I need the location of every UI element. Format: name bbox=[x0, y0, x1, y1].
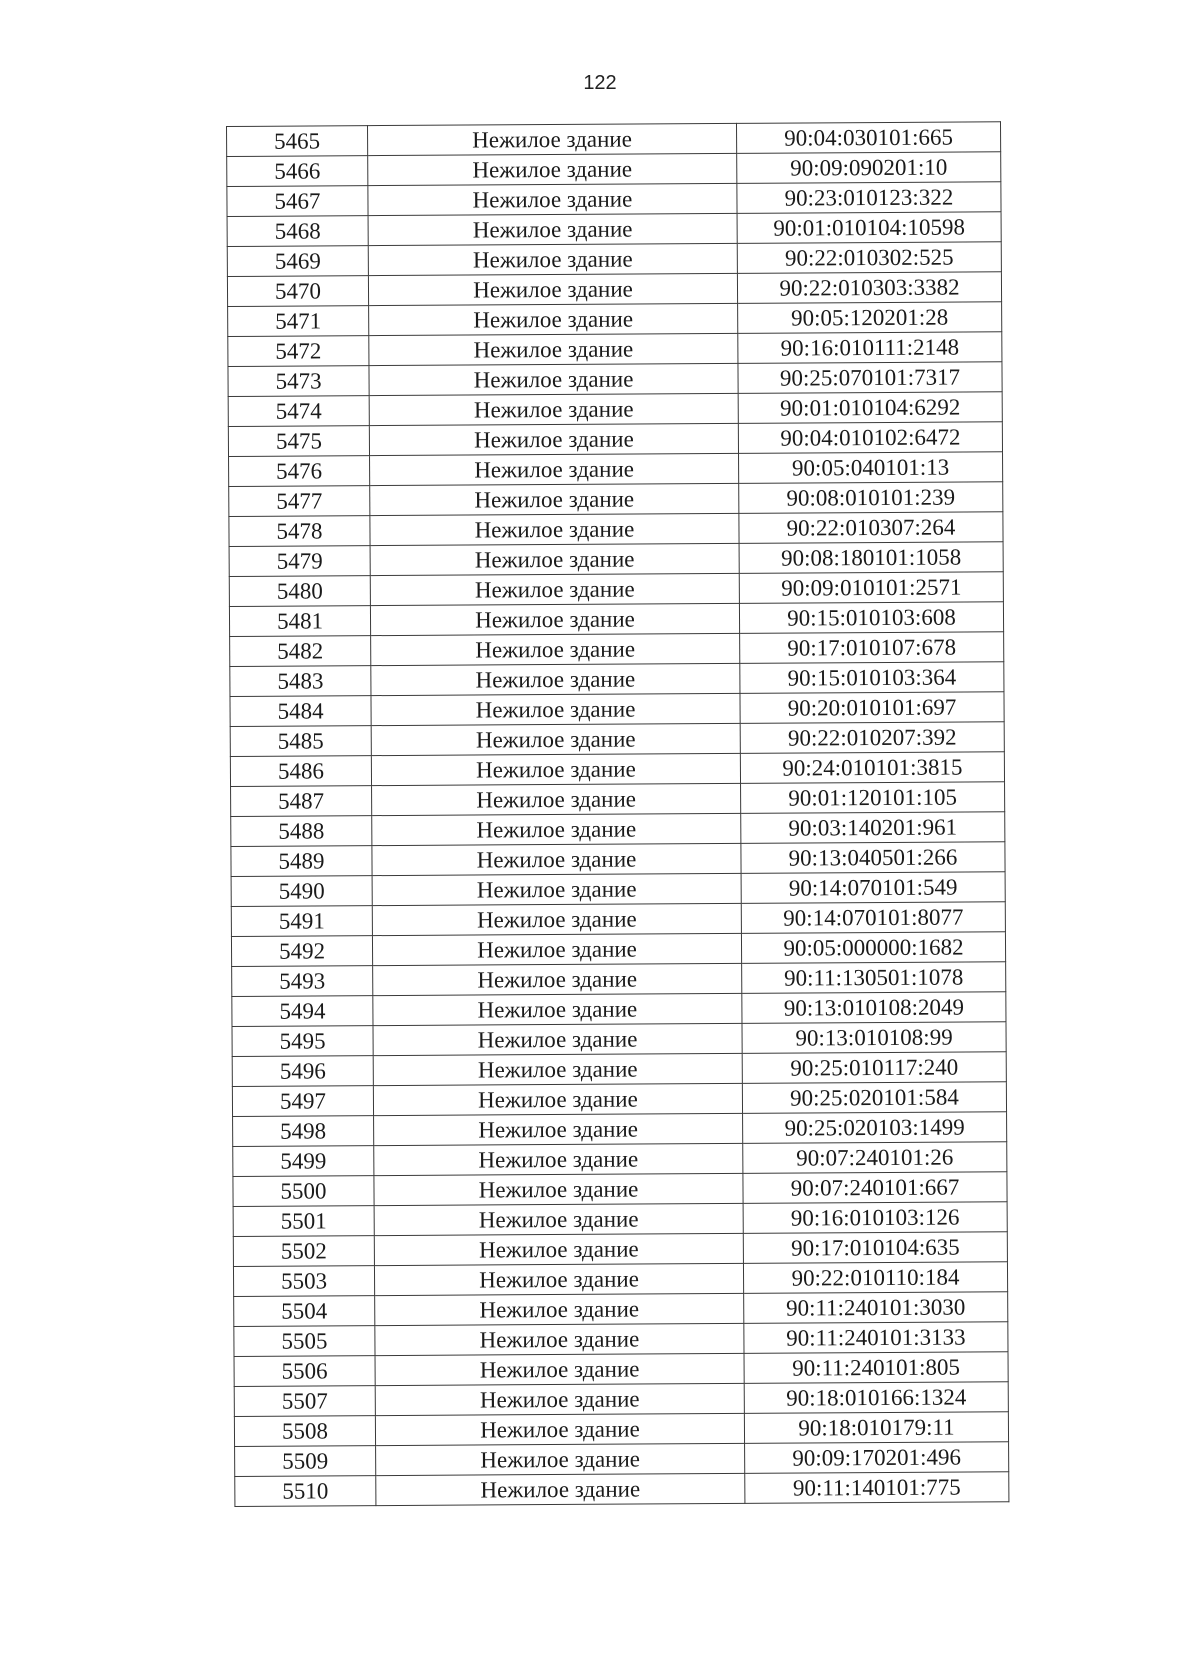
row-number-cell: 5475 bbox=[228, 426, 369, 457]
table-row bbox=[233, 1202, 1007, 1237]
table-row bbox=[227, 152, 1001, 187]
object-type-cell: Нежилое здание bbox=[368, 153, 737, 185]
cadastral-number-cell: 90:22:010207:392 bbox=[740, 722, 1004, 754]
table-row bbox=[235, 1472, 1009, 1507]
object-type-cell: Нежилое здание bbox=[368, 273, 737, 305]
row-number-cell: 5485 bbox=[230, 726, 371, 757]
cadastral-number-cell: 90:22:010307:264 bbox=[739, 512, 1003, 544]
object-type-cell: Нежилое здание bbox=[374, 1173, 743, 1205]
object-type-cell: Нежилое здание bbox=[371, 663, 740, 695]
cadastral-number-cell: 90:03:140201:961 bbox=[741, 812, 1005, 844]
table-row bbox=[229, 602, 1003, 637]
row-number-cell: 5510 bbox=[235, 1476, 376, 1507]
object-type-cell: Нежилое здание bbox=[375, 1413, 744, 1445]
cadastral-number-cell: 90:14:070101:8077 bbox=[741, 902, 1005, 934]
cadastral-number-cell: 90:25:010117:240 bbox=[742, 1052, 1006, 1084]
cadastral-number-cell: 90:01:010104:10598 bbox=[737, 212, 1001, 244]
object-type-cell: Нежилое здание bbox=[374, 1113, 743, 1145]
row-number-cell: 5471 bbox=[228, 306, 369, 337]
row-number-cell: 5496 bbox=[232, 1056, 373, 1087]
object-type-cell: Нежилое здание bbox=[375, 1293, 744, 1325]
page-number: 122 bbox=[583, 72, 617, 94]
row-number-cell: 5493 bbox=[232, 966, 373, 997]
row-number-cell: 5507 bbox=[234, 1386, 375, 1417]
table-row bbox=[229, 542, 1003, 577]
table-row bbox=[231, 932, 1005, 967]
object-type-cell: Нежилое здание bbox=[371, 633, 740, 665]
table-row bbox=[228, 332, 1002, 367]
table-row bbox=[229, 452, 1003, 487]
row-number-cell: 5488 bbox=[231, 816, 372, 847]
object-type-cell: Нежилое здание bbox=[374, 1233, 743, 1265]
row-number-cell: 5465 bbox=[227, 126, 368, 157]
cadastral-number-cell: 90:05:040101:13 bbox=[739, 452, 1003, 484]
object-type-cell: Нежилое здание bbox=[368, 243, 737, 275]
row-number-cell: 5486 bbox=[230, 756, 371, 787]
row-number-cell: 5508 bbox=[234, 1416, 375, 1447]
cadastral-number-cell: 90:07:240101:26 bbox=[743, 1142, 1007, 1174]
table-row bbox=[232, 992, 1006, 1027]
table-row bbox=[231, 842, 1005, 877]
row-number-cell: 5478 bbox=[229, 516, 370, 547]
table-row bbox=[230, 632, 1004, 667]
object-type-cell: Нежилое здание bbox=[369, 333, 738, 365]
cadastral-number-cell: 90:14:070101:549 bbox=[741, 872, 1005, 904]
cadastral-number-cell: 90:22:010303:3382 bbox=[737, 272, 1001, 304]
table-row bbox=[229, 482, 1003, 517]
object-type-cell: Нежилое здание bbox=[376, 1443, 745, 1475]
table-row bbox=[227, 122, 1001, 157]
cadastral-number-cell: 90:24:010101:3815 bbox=[740, 752, 1004, 784]
cadastral-number-cell: 90:25:020101:584 bbox=[742, 1082, 1006, 1114]
row-number-cell: 5476 bbox=[229, 456, 370, 487]
row-number-cell: 5469 bbox=[227, 246, 368, 277]
object-type-cell: Нежилое здание bbox=[373, 1083, 742, 1115]
row-number-cell: 5482 bbox=[230, 636, 371, 667]
table-row bbox=[227, 212, 1001, 247]
row-number-cell: 5483 bbox=[230, 666, 371, 697]
row-number-cell: 5502 bbox=[233, 1236, 374, 1267]
table-row bbox=[234, 1292, 1008, 1327]
row-number-cell: 5484 bbox=[230, 696, 371, 727]
table-row bbox=[233, 1262, 1007, 1297]
object-type-cell: Нежилое здание bbox=[370, 483, 739, 515]
row-number-cell: 5494 bbox=[232, 996, 373, 1027]
row-number-cell: 5500 bbox=[233, 1176, 374, 1207]
table-row bbox=[230, 752, 1004, 787]
cadastral-number-cell: 90:13:010108:99 bbox=[742, 1022, 1006, 1054]
object-type-cell: Нежилое здание bbox=[371, 693, 740, 725]
cadastral-number-cell: 90:09:090201:10 bbox=[737, 152, 1001, 184]
table-row bbox=[230, 722, 1004, 757]
cadastral-number-cell: 90:01:120101:105 bbox=[741, 782, 1005, 814]
table-row bbox=[227, 242, 1001, 277]
table-row bbox=[233, 1172, 1007, 1207]
table-row bbox=[231, 872, 1005, 907]
cadastral-number-cell: 90:17:010104:635 bbox=[743, 1232, 1007, 1264]
row-number-cell: 5472 bbox=[228, 336, 369, 367]
cadastral-number-cell: 90:09:010101:2571 bbox=[739, 572, 1003, 604]
cadastral-number-cell: 90:13:040501:266 bbox=[741, 842, 1005, 874]
row-number-cell: 5509 bbox=[235, 1446, 376, 1477]
row-number-cell: 5506 bbox=[234, 1356, 375, 1387]
object-type-cell: Нежилое здание bbox=[368, 213, 737, 245]
row-number-cell: 5479 bbox=[229, 546, 370, 577]
cadastral-number-cell: 90:18:010179:11 bbox=[744, 1412, 1008, 1444]
table-row bbox=[234, 1382, 1008, 1417]
row-number-cell: 5498 bbox=[233, 1116, 374, 1147]
object-type-cell: Нежилое здание bbox=[372, 873, 741, 905]
row-number-cell: 5481 bbox=[229, 606, 370, 637]
registry-table-body bbox=[227, 122, 1009, 1507]
table-row bbox=[228, 422, 1002, 457]
table-row bbox=[233, 1112, 1007, 1147]
object-type-cell: Нежилое здание bbox=[372, 813, 741, 845]
object-type-cell: Нежилое здание bbox=[371, 753, 740, 785]
table-row bbox=[227, 272, 1001, 307]
cadastral-number-cell: 90:04:030101:665 bbox=[736, 122, 1000, 154]
table-row bbox=[228, 362, 1002, 397]
table-row bbox=[230, 662, 1004, 697]
row-number-cell: 5490 bbox=[231, 876, 372, 907]
cadastral-number-cell: 90:22:010302:525 bbox=[737, 242, 1001, 274]
table-row bbox=[229, 572, 1003, 607]
table-row bbox=[228, 392, 1002, 427]
row-number-cell: 5491 bbox=[231, 906, 372, 937]
cadastral-number-cell: 90:15:010103:608 bbox=[739, 602, 1003, 634]
object-type-cell: Нежилое здание bbox=[369, 423, 738, 455]
table-row bbox=[232, 1052, 1006, 1087]
row-number-cell: 5499 bbox=[233, 1146, 374, 1177]
row-number-cell: 5473 bbox=[228, 366, 369, 397]
cadastral-number-cell: 90:25:070101:7317 bbox=[738, 362, 1002, 394]
cadastral-number-cell: 90:16:010103:126 bbox=[743, 1202, 1007, 1234]
cadastral-number-cell: 90:08:010101:239 bbox=[739, 482, 1003, 514]
row-number-cell: 5470 bbox=[227, 276, 368, 307]
table-row bbox=[230, 692, 1004, 727]
object-type-cell: Нежилое здание bbox=[368, 123, 737, 155]
object-type-cell: Нежилое здание bbox=[371, 723, 740, 755]
row-number-cell: 5477 bbox=[229, 486, 370, 517]
object-type-cell: Нежилое здание bbox=[373, 963, 742, 995]
row-number-cell: 5466 bbox=[227, 156, 368, 187]
cadastral-number-cell: 90:13:010108:2049 bbox=[742, 992, 1006, 1024]
row-number-cell: 5487 bbox=[231, 786, 372, 817]
object-type-cell: Нежилое здание bbox=[372, 933, 741, 965]
cadastral-number-cell: 90:05:000000:1682 bbox=[741, 932, 1005, 964]
table-row bbox=[231, 902, 1005, 937]
row-number-cell: 5468 bbox=[227, 216, 368, 247]
cadastral-number-cell: 90:05:120201:28 bbox=[738, 302, 1002, 334]
object-type-cell: Нежилое здание bbox=[370, 573, 739, 605]
object-type-cell: Нежилое здание bbox=[374, 1203, 743, 1235]
cadastral-number-cell: 90:22:010110:184 bbox=[743, 1262, 1007, 1294]
cadastral-number-cell: 90:11:140101:775 bbox=[745, 1472, 1009, 1504]
row-number-cell: 5503 bbox=[233, 1266, 374, 1297]
object-type-cell: Нежилое здание bbox=[375, 1353, 744, 1385]
object-type-cell: Нежилое здание bbox=[372, 843, 741, 875]
object-type-cell: Нежилое здание bbox=[369, 363, 738, 395]
cadastral-number-cell: 90:23:010123:322 bbox=[737, 182, 1001, 214]
table-row bbox=[227, 182, 1001, 217]
object-type-cell: Нежилое здание bbox=[373, 1023, 742, 1055]
cadastral-number-cell: 90:17:010107:678 bbox=[740, 632, 1004, 664]
table-row bbox=[232, 1022, 1006, 1057]
object-type-cell: Нежилое здание bbox=[373, 993, 742, 1025]
table-row bbox=[231, 782, 1005, 817]
cadastral-number-cell: 90:11:240101:3133 bbox=[744, 1322, 1008, 1354]
object-type-cell: Нежилое здание bbox=[376, 1473, 745, 1505]
cadastral-number-cell: 90:01:010104:6292 bbox=[738, 392, 1002, 424]
object-type-cell: Нежилое здание bbox=[373, 1053, 742, 1085]
cadastral-number-cell: 90:07:240101:667 bbox=[743, 1172, 1007, 1204]
cadastral-number-cell: 90:11:240101:3030 bbox=[744, 1292, 1008, 1324]
cadastral-number-cell: 90:16:010111:2148 bbox=[738, 332, 1002, 364]
row-number-cell: 5492 bbox=[231, 936, 372, 967]
cadastral-number-cell: 90:04:010102:6472 bbox=[738, 422, 1002, 454]
table-row bbox=[231, 812, 1005, 847]
object-type-cell: Нежилое здание bbox=[374, 1263, 743, 1295]
table-row bbox=[234, 1352, 1008, 1387]
row-number-cell: 5489 bbox=[231, 846, 372, 877]
table-row bbox=[234, 1322, 1008, 1357]
cadastral-number-cell: 90:25:020103:1499 bbox=[743, 1112, 1007, 1144]
row-number-cell: 5505 bbox=[234, 1326, 375, 1357]
cadastral-number-cell: 90:11:130501:1078 bbox=[742, 962, 1006, 994]
object-type-cell: Нежилое здание bbox=[369, 393, 738, 425]
cadastral-number-cell: 90:20:010101:697 bbox=[740, 692, 1004, 724]
object-type-cell: Нежилое здание bbox=[370, 513, 739, 545]
table-row bbox=[233, 1142, 1007, 1177]
row-number-cell: 5501 bbox=[233, 1206, 374, 1237]
object-type-cell: Нежилое здание bbox=[370, 543, 739, 575]
cadastral-number-cell: 90:18:010166:1324 bbox=[744, 1382, 1008, 1414]
object-type-cell: Нежилое здание bbox=[370, 603, 739, 635]
cadastral-number-cell: 90:11:240101:805 bbox=[744, 1352, 1008, 1384]
table-row bbox=[235, 1442, 1009, 1477]
row-number-cell: 5467 bbox=[227, 186, 368, 217]
object-type-cell: Нежилое здание bbox=[372, 783, 741, 815]
row-number-cell: 5495 bbox=[232, 1026, 373, 1057]
object-type-cell: Нежилое здание bbox=[368, 183, 737, 215]
object-type-cell: Нежилое здание bbox=[374, 1143, 743, 1175]
object-type-cell: Нежилое здание bbox=[375, 1323, 744, 1355]
object-type-cell: Нежилое здание bbox=[375, 1383, 744, 1415]
object-type-cell: Нежилое здание bbox=[369, 303, 738, 335]
table-row bbox=[229, 512, 1003, 547]
table-row bbox=[232, 962, 1006, 997]
registry-table bbox=[226, 121, 1009, 1507]
row-number-cell: 5497 bbox=[232, 1086, 373, 1117]
table-row bbox=[228, 302, 1002, 337]
row-number-cell: 5474 bbox=[228, 396, 369, 427]
table-row bbox=[232, 1082, 1006, 1117]
table-row bbox=[234, 1412, 1008, 1447]
cadastral-number-cell: 90:09:170201:496 bbox=[745, 1442, 1009, 1474]
row-number-cell: 5480 bbox=[229, 576, 370, 607]
object-type-cell: Нежилое здание bbox=[370, 453, 739, 485]
cadastral-number-cell: 90:15:010103:364 bbox=[740, 662, 1004, 694]
object-type-cell: Нежилое здание bbox=[372, 903, 741, 935]
table-row bbox=[233, 1232, 1007, 1267]
cadastral-number-cell: 90:08:180101:1058 bbox=[739, 542, 1003, 574]
row-number-cell: 5504 bbox=[234, 1296, 375, 1327]
